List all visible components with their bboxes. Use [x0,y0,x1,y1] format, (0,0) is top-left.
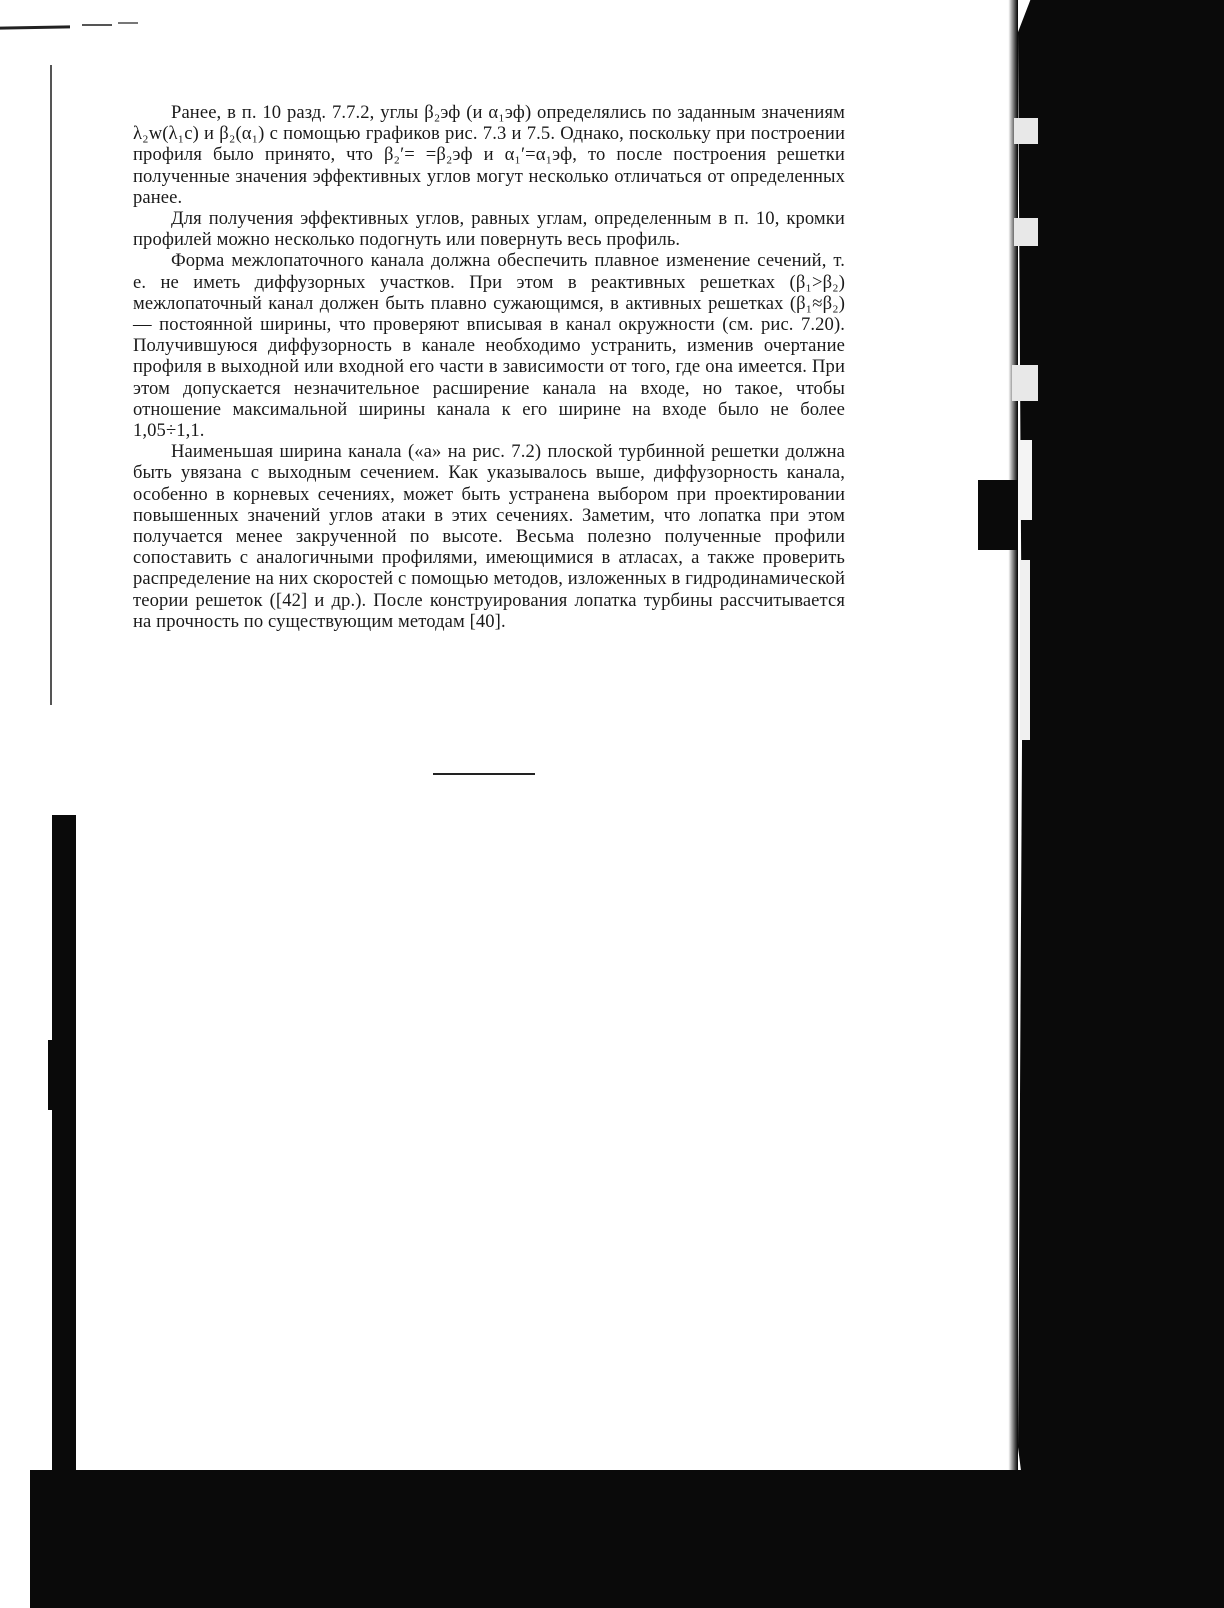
scan-right-dark-border [1018,0,1224,1608]
scan-light-spot [1018,440,1032,520]
scan-light-spot [1020,560,1030,740]
paragraph-channel-width: Наименьшая ширина канала («a» на рис. 7.2) плоской турбинной решетки должна быть увязана с выходным сечением. Как указывалось выше, диффузорность канала, особенно в корневых сечениях, может быть устранена выбором при проектировании повышенных значений углов атаки в этих сечениях. Заметим, что лопатка при этом получается менее закрученной по высоте. Весьма полезно полученные профили сопоставить с аналогичными профилями, имеющимися в атласах, а также проверить распределение на них скоростей с помощью методов, изложенных в гидродинамической теории решеток ([42] и др.). После конструирования лопатка турбины рассчитывается на прочность по существующим методам [40]. [133,441,845,632]
scan-light-spot [1012,365,1038,401]
scan-edge-mark [82,24,112,26]
scan-left-edge-line [50,65,52,705]
scan-left-dark-strip [48,1040,60,1110]
paragraph-effective-angles: Ранее, в п. 10 разд. 7.7.2, углы β₂эф (и α₁эф) определялись по заданным значениям λ₂w(λ₁c) и β₂(α₁) с помощью графиков рис. 7.3 и 7.5. Однако, поскольку при построении профиля было принято, что β₂′= =β₂эф и α₁′=α₁эф, то после построения решетки полученные значения эффективных углов могут несколько отличаться от определенных ранее. [133,102,845,208]
scan-edge-mark [0,25,70,29]
scan-right-notch [978,480,1018,550]
scan-left-dark-strip [52,815,76,1485]
document-text-block [133,102,845,632]
scan-edge-mark [118,22,138,24]
section-end-rule [433,773,535,775]
scan-bottom-dark-border [30,1470,1224,1608]
paragraph-channel-shape: Форма межлопаточного канала должна обеспечить плавное изменение сечений, т. е. не иметь диффузорных участков. При этом в реактивных решетках (β₁>β₂) межлопаточный канал должен быть плавно сужающимся, в активных решетках (β₁≈β₂) — постоянной ширины, что проверяют вписывая в канал окружности (см. рис. 7.20). Получившуюся диффузорность в канале необходимо устранить, изменив очертание профиля в выходной или входной его части в зависимости от того, где она имеется. При этом допускается незначительное расширение канала на входе, но такое, чтобы отношение максимальной ширины канала к его ширине на входе было не более 1,05÷1,1. [133,250,845,442]
paragraph-edge-adjustment: Для получения эффективных углов, равных углам, определенным в п. 10, кромки профилей можно несколько подогнуть или повернуть весь профиль. [133,208,845,251]
scan-light-spot [1014,118,1038,144]
scan-light-spot [1014,218,1038,246]
